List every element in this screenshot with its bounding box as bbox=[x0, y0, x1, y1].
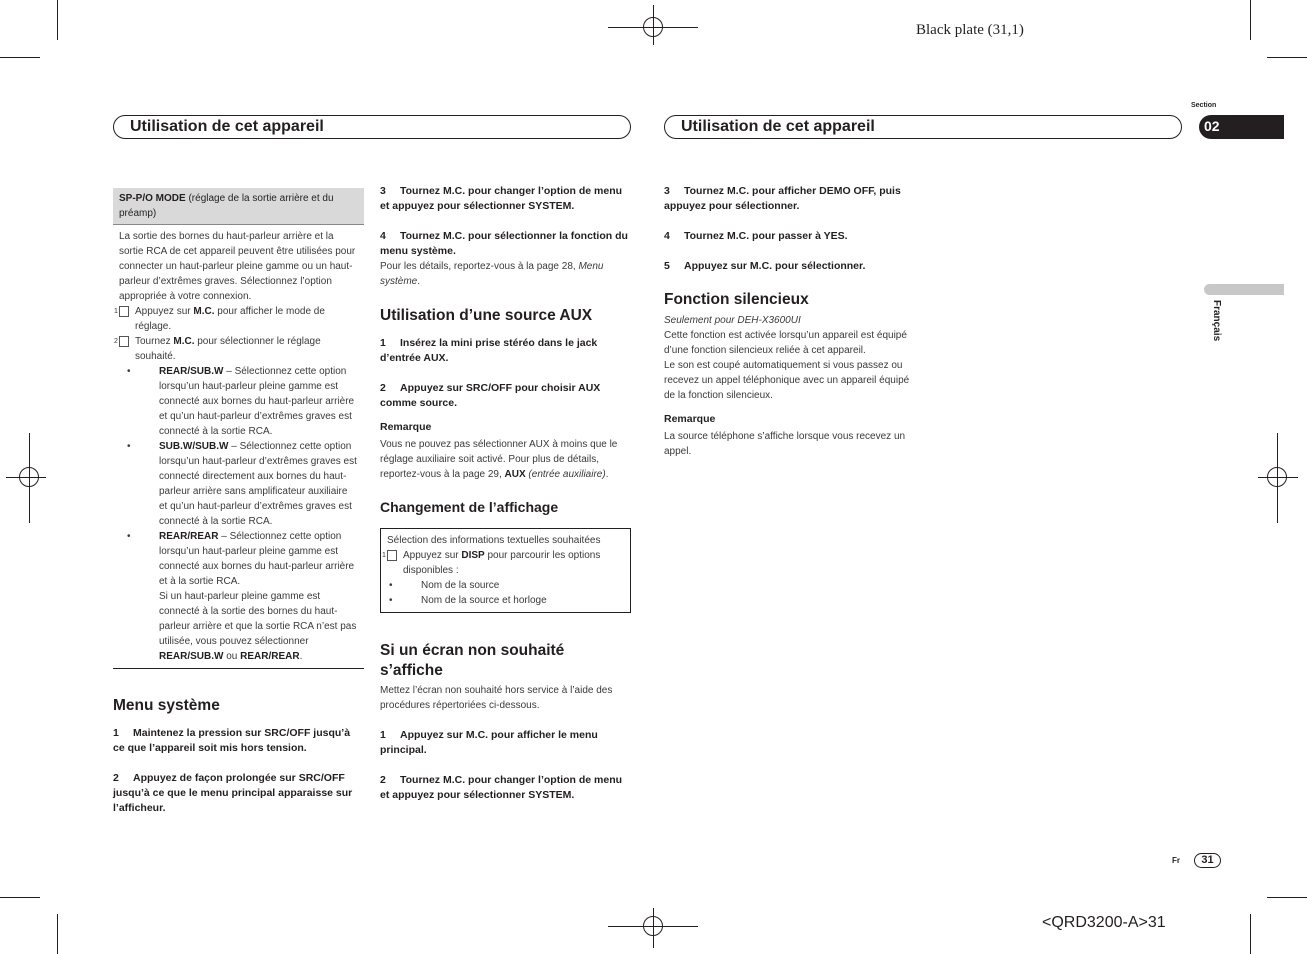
list-item bbox=[119, 529, 358, 589]
mute-model-note: Seulement pour DEH-X3600UI bbox=[664, 315, 801, 326]
crop-mark bbox=[1267, 897, 1307, 898]
unwanted-step-1 bbox=[380, 728, 631, 758]
demo-step-5 bbox=[664, 259, 914, 274]
step-number: 1 bbox=[380, 337, 386, 349]
step-text: Appuyez sur SRC/OFF pour choisir AUX comme source. bbox=[380, 382, 601, 409]
display-step-1 bbox=[382, 548, 624, 578]
aux-remark bbox=[380, 437, 631, 482]
aux-step-1 bbox=[380, 336, 631, 366]
section-header-left: Utilisation de cet appareil bbox=[113, 115, 631, 139]
step-number: 2 bbox=[380, 382, 386, 394]
remark-label: Remarque bbox=[380, 421, 432, 433]
unwanted-step-2 bbox=[380, 773, 631, 803]
register-circle bbox=[19, 467, 39, 487]
bullet-icon: • bbox=[127, 531, 131, 542]
sp-step-2-post: pour sélectionner le réglage souhaité. bbox=[135, 336, 321, 362]
bullet-icon: • bbox=[127, 441, 131, 452]
remark-text: Vous ne pouvez pas sélectionner AUX à moins que le réglage auxiliaire soit activé. Pour plus de détails, reportez-vous à la page 29, bbox=[380, 439, 618, 480]
sp-po-mode-body bbox=[113, 225, 364, 668]
step-text: Tournez M.C. pour changer l’option de menu et appuyez pour sélectionner SYSTEM. bbox=[380, 774, 623, 801]
display-step-post: pour parcourir les options disponibles : bbox=[403, 550, 601, 576]
step-text: Maintenez la pression sur SRC/OFF jusqu’à ce que l’appareil soit mis hors tension. bbox=[113, 727, 351, 754]
step-number: 4 bbox=[664, 230, 670, 242]
step-number: 1 bbox=[113, 727, 119, 739]
display-box-title: Sélection des informations textuelles souhaitées bbox=[387, 535, 601, 546]
option-description: – Sélectionnez cette option lorsqu’un haut-parleur pleine gamme est connecté aux bornes du haut-parleur arrière et à la sortie RCA. bbox=[159, 531, 355, 587]
column-3 bbox=[664, 184, 914, 459]
list-item bbox=[387, 593, 624, 608]
section-label: Section bbox=[1191, 102, 1217, 109]
step-number-icon: 1 bbox=[119, 306, 129, 317]
crop-mark bbox=[1250, 0, 1251, 40]
language-label: Français bbox=[1211, 300, 1222, 342]
section-header-right: Utilisation de cet appareil bbox=[664, 115, 1182, 139]
details-text: Pour les détails, reportez-vous à la page 28, bbox=[380, 261, 579, 272]
column-2 bbox=[380, 184, 631, 803]
mute-remark: La source téléphone s’affiche lorsque vous recevez un appel. bbox=[664, 431, 906, 457]
step-number: 3 bbox=[664, 185, 670, 197]
step-text: Appuyez sur M.C. pour sélectionner. bbox=[684, 260, 866, 272]
mute-description: Cette fonction est activée lorsqu’un appareil est équipé d’une fonction silencieux reliée à cet appareil. bbox=[664, 330, 907, 356]
crop-mark bbox=[57, 0, 58, 40]
column-1 bbox=[113, 188, 364, 816]
rear-note-or: ou bbox=[223, 651, 241, 662]
register-circle bbox=[643, 17, 663, 37]
rear-note bbox=[119, 589, 358, 664]
details-reference bbox=[380, 259, 631, 289]
step-number-icon: 2 bbox=[119, 336, 129, 347]
bullet-icon: • bbox=[389, 595, 393, 606]
step-text: Appuyez sur M.C. pour afficher le menu principal. bbox=[380, 729, 598, 756]
step-text: Tournez M.C. pour sélectionner la fonction du menu système. bbox=[380, 230, 628, 257]
sp-po-mode-subtitle: (réglage de la sortie arrière et du préamp) bbox=[119, 193, 334, 219]
document-code: <QRD3200-A>31 bbox=[1042, 914, 1166, 931]
sp-step-2-key: M.C. bbox=[173, 336, 195, 347]
menu-step-2 bbox=[113, 771, 364, 816]
plate-label: Black plate (31,1) bbox=[916, 22, 1024, 38]
display-option: Nom de la source bbox=[421, 580, 500, 591]
heading-unwanted-screen: Si un écran non souhaité s’affiche bbox=[380, 642, 565, 679]
remark-link: (entrée auxiliaire) bbox=[525, 469, 606, 480]
heading-mute: Fonction silencieux bbox=[664, 291, 809, 308]
list-item bbox=[387, 578, 624, 593]
bullet-icon: • bbox=[389, 580, 393, 591]
sp-step-1-key: M.C. bbox=[193, 306, 215, 317]
step-number: 5 bbox=[664, 260, 670, 272]
crop-mark bbox=[0, 897, 40, 898]
sp-step-1 bbox=[114, 304, 358, 334]
remark-label: Remarque bbox=[664, 413, 716, 425]
register-circle bbox=[1267, 467, 1287, 487]
page-lang: Fr bbox=[1172, 856, 1180, 865]
rear-note-option-1: REAR/SUB.W bbox=[159, 651, 224, 662]
heading-display: Changement de l’affichage bbox=[380, 499, 559, 515]
details-link: Menu système bbox=[380, 261, 604, 287]
option-name: REAR/REAR bbox=[159, 531, 219, 542]
step-text: Tournez M.C. pour changer l’option de menu et appuyez pour sélectionner SYSTEM. bbox=[380, 185, 623, 212]
system-step-4 bbox=[380, 229, 631, 259]
step-text: Tournez M.C. pour passer à YES. bbox=[684, 230, 848, 242]
bullet-icon: • bbox=[127, 366, 131, 377]
heading-menu-systeme: Menu système bbox=[113, 697, 220, 714]
crop-mark bbox=[57, 914, 58, 954]
page-number-badge bbox=[1194, 853, 1221, 868]
page-number: 31 bbox=[1201, 854, 1214, 866]
rear-note-text: Si un haut-parleur pleine gamme est connecté à la sortie des bornes du haut-parleur arrière et que la sortie RCA n’est pas utilisée, vous pouvez sélectionner bbox=[159, 591, 357, 647]
sp-po-mode-description: La sortie des bornes du haut-parleur arrière et la sortie RCA de cet appareil peuvent être utilisées pour connecter un haut-parleur pleine gamme ou un haut-parleur d’extrêmes graves. Sélectionnez l’option appropriée à votre connexion. bbox=[119, 231, 356, 302]
sp-step-1-post: pour afficher le mode de réglage. bbox=[135, 306, 325, 332]
display-info-box bbox=[380, 528, 631, 613]
step-text: Tournez M.C. pour afficher DEMO OFF, puis appuyez pour sélectionner. bbox=[664, 185, 901, 212]
display-step-key: DISP bbox=[461, 550, 485, 561]
step-number-icon: 1 bbox=[387, 550, 397, 561]
section-number-tab bbox=[1199, 115, 1284, 139]
list-item bbox=[119, 439, 358, 529]
crop-mark bbox=[1267, 57, 1307, 58]
demo-step-4 bbox=[664, 229, 914, 244]
crop-mark bbox=[0, 57, 40, 58]
sp-po-mode-heading bbox=[113, 188, 364, 225]
unwanted-intro: Mettez l’écran non souhaité hors service à l’aide des procédures répertoriées ci-dessous. bbox=[380, 685, 613, 711]
mute-behavior: Le son est coupé automatiquement si vous passez ou recevez un appel téléphonique avec un appareil équipé de la fonction silencieux. bbox=[664, 360, 910, 401]
heading-aux: Utilisation d’une source AUX bbox=[380, 307, 593, 324]
sp-step-2 bbox=[114, 334, 358, 364]
step-number: 2 bbox=[380, 774, 386, 786]
rear-note-option-2: REAR/REAR bbox=[240, 651, 300, 662]
sp-po-mode-title: SP-P/O MODE bbox=[119, 193, 186, 204]
step-number: 3 bbox=[380, 185, 386, 197]
aux-step-2 bbox=[380, 381, 631, 411]
language-tab bbox=[1204, 284, 1284, 295]
sp-step-1-pre: Appuyez sur bbox=[135, 306, 194, 317]
step-text: Appuyez de façon prolongée sur SRC/OFF jusqu’à ce que le menu principal apparaisse sur l’afficheur. bbox=[113, 772, 353, 814]
option-name: REAR/SUB.W bbox=[159, 366, 224, 377]
step-number: 1 bbox=[380, 729, 386, 741]
step-number: 2 bbox=[113, 772, 119, 784]
sp-po-mode-panel bbox=[113, 188, 364, 669]
rear-note-end: . bbox=[299, 651, 303, 662]
display-step-pre: Appuyez sur bbox=[403, 550, 462, 561]
step-number: 4 bbox=[380, 230, 386, 242]
crop-mark bbox=[1250, 914, 1251, 954]
section-number: 02 bbox=[1204, 118, 1220, 134]
display-option: Nom de la source et horloge bbox=[421, 595, 547, 606]
remark-end: . bbox=[605, 469, 609, 480]
remark-key: AUX bbox=[504, 469, 526, 480]
sp-step-2-pre: Tournez bbox=[135, 336, 174, 347]
list-item bbox=[119, 364, 358, 439]
system-step-3 bbox=[380, 184, 631, 214]
demo-step-3 bbox=[664, 184, 914, 214]
option-description: – Sélectionnez cette option lorsqu’un haut-parleur d’extrêmes graves est connecté directement aux bornes du haut-parleur arrière sans amplificateur auxiliaire et qu’un haut-parleur d’extrêmes graves est connecté à la sortie RCA. bbox=[159, 441, 357, 527]
details-end: . bbox=[417, 276, 421, 287]
menu-step-1 bbox=[113, 726, 364, 756]
option-name: SUB.W/SUB.W bbox=[159, 441, 229, 452]
option-description: – Sélectionnez cette option lorsqu’un haut-parleur pleine gamme est connecté aux bornes du haut-parleur arrière et qu’un haut-parleur d’extrêmes graves est connecté à la sortie RCA. bbox=[159, 366, 355, 437]
register-circle bbox=[643, 916, 663, 936]
step-text: Insérez la mini prise stéréo dans le jack d’entrée AUX. bbox=[380, 337, 598, 364]
